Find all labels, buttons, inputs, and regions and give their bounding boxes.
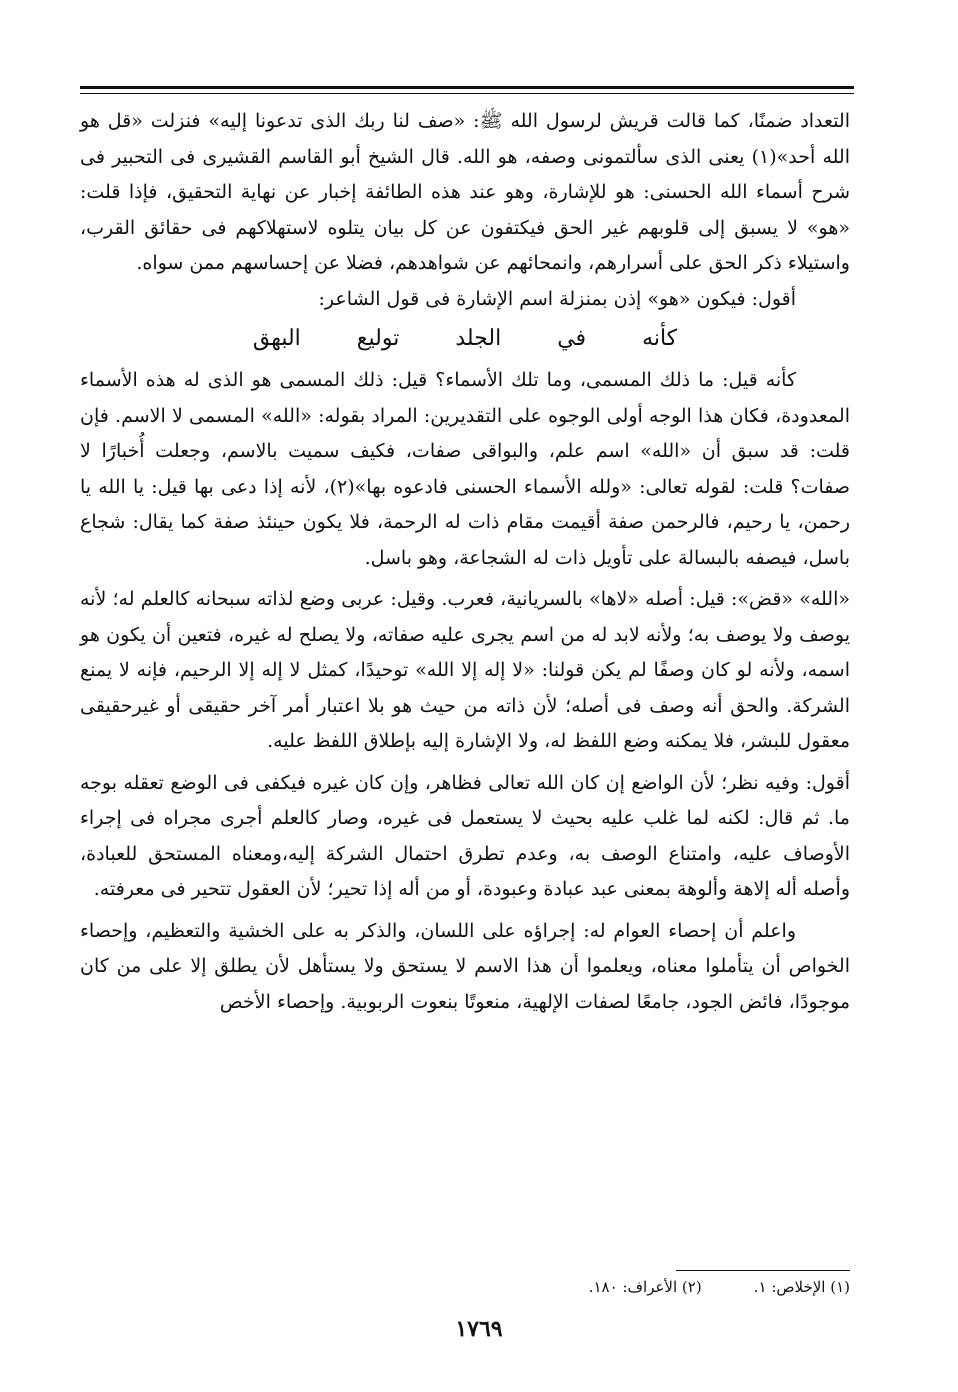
header-rule-thick xyxy=(80,86,854,89)
verse-word: كأنه xyxy=(642,326,678,351)
paragraph-3: كأنه قيل: ما ذلك المسمى، وما تلك الأسماء؟ قيل: ذلك المسمى هو الذى له هذه الأسماء المعدودة، فكان هذا الوجه أولى الوجوه على التقديرين: المراد بقوله: «الله» المسمى لا الاسم. فإن قلت: قد سبق أن «الله» اسم علم، والبواقى صفات، فكيف سميت بالاسم، وجعلت أُخبارًا لا صفات؟ قلت: لقوله تعالى: «ولله الأسماء الحسنى فادعوه بها»(٢)، لأنه إذا دعى بها قيل: يا الله يا رحمن، يا رحيم، فالرحمن صفة أقيمت مقام ذات له الرحمة، فلا يكون حينئذ صفة كما يقال: شجاع باسل، فيصفه بالبسالة على تأويل ذات له الشجاعة، وهو باسل. xyxy=(80,369,850,569)
paragraph-6: واعلم أن إحصاء العوام له: إجراؤه على اللسان، والذكر به على الخشية والتعظيم، وإحصاء الخواص أن يتأملوا معناه، ويعلموا أن هذا الاسم لا يستحق ولا يستأهل لأن يطلق إلا على من كان موجودًا، فائض الجود، جامعًا لصفات الإلهية، منعوتًا بنعوت الربوبية. وإحصاء الأخص xyxy=(80,919,850,1013)
paragraph-5: أقول: وفيه نظر؛ لأن الواضع إن كان الله تعالى فظاهر، وإن كان غيره فيكفى فى الوضع تعقله بوجه ما. ثم قال: لكنه لما غلب عليه بحيث لا يستعمل فى غيره، وصار كالعلم أجرى مجراه فى إجراء الأوصاف عليه، وامتناع الوصف به، وعدم تطرق احتمال الشركة إليه،ومعناه المستحق للعبادة، وأصله أله إلاهة وألوهة بمعنى عبد عبادة وعبودة، أو من أله إذا تحير؛ لأن العقول تتحير فى معرفته. xyxy=(80,771,850,900)
verse-word: البهق xyxy=(252,326,301,351)
paragraph-1: التعداد ضمنًا، كما قالت قريش لرسول الله ﷺ: «صف لنا ربك الذى تدعونا إليه» فنزلت «قل هو الله أحد»(١) يعنى الذى سألتمونى وصفه، هو الله. قال الشيخ أبو القاسم القشيرى فى التحبير فى شرح أسماء الله الحسنى: هو للإشارة، وهو عند هذه الطائفة إخبار عن نهاية التحقيق، فإذا قلت: «هو» لا يسبق إلى قلوبهم غير الحق فيكتفون عن كل بيان يتلوه لاستهلاكهم فى حقائق القرب، واستيلاء ذكر الحق على أسرارهم، وانمحائهم عن شواهدهم، فضلا عن إحساسهم ممن سواه. xyxy=(80,110,850,274)
verse-word: توليع xyxy=(356,326,400,351)
footnote-2: (٢) الأعراف: ١٨٠. xyxy=(588,1278,702,1296)
verse-word: الجلد xyxy=(455,326,502,351)
paragraph-2: أقول: فيكون «هو» إذن بمنزلة اسم الإشارة فى قول الشاعر: xyxy=(318,287,796,310)
footnotes xyxy=(460,1276,850,1298)
header-rule-thin xyxy=(80,93,854,94)
page-number: ١٧٦٩ xyxy=(455,1316,503,1342)
paragraph-4: «الله» «قض»: قيل: أصله «لاها» بالسريانية، فعرب. وقيل: عربى وضع لذاته سبحانه كالعلم له؛ لأنه يوصف ولا يوصف به؛ ولأنه لابد له من اسم يجرى عليه صفاته، ولا يصلح له غيره، فتعين أن يكون هو اسمه، ولأنه لو كان وصفًا لم يكن قولنا: «لا إله إلا الله» توحيدًا، كمثل لا إله إلا الرحيم، فإنه لا يمنع الشركة. والحق أنه وصف فى أصله؛ لأن ذاته من حيث هو بلا اعتبار أمر آخر حقيقى أو غيرحقيقى معقول للبشر، فلا يمكنه وضع اللفظ له، ولا الإشارة إليه بإطلاق اللفظ عليه. xyxy=(80,588,850,752)
poetry-verse xyxy=(80,319,850,359)
footnote-rule xyxy=(676,1270,850,1271)
page-body xyxy=(80,104,850,1020)
footnote-1: (١) الإخلاص: ١. xyxy=(753,1278,850,1296)
verse-word: في xyxy=(557,326,587,351)
